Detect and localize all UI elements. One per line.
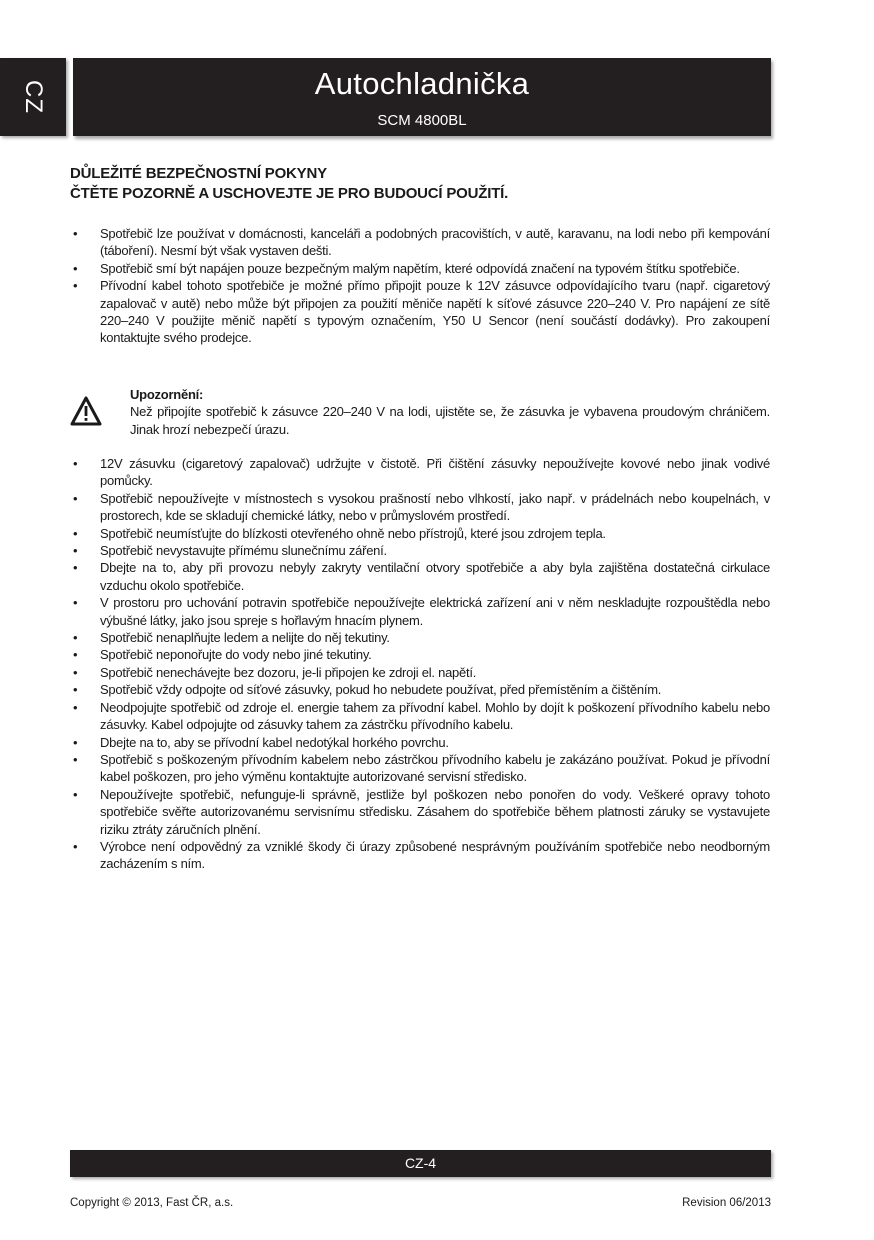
page-number-bar (70, 1150, 771, 1177)
list-item (70, 277, 770, 347)
list-item (70, 559, 770, 594)
heading-line-2: ČTĚTE POZORNĚ A USCHOVEJTE JE PRO BUDOUCÍ POUŽITÍ. (70, 185, 509, 202)
bullet-icon: • (73, 260, 78, 276)
bullet-icon: • (73, 734, 78, 750)
warning-label: Upozornění: (130, 387, 204, 402)
bullet-icon: • (73, 278, 78, 294)
bullet-icon: • (73, 647, 78, 663)
safety-list-bottom (70, 455, 770, 873)
list-item (70, 225, 770, 260)
language-tab (0, 58, 66, 136)
list-item (70, 629, 770, 646)
bullet-icon: • (73, 699, 78, 715)
list-item-text: Spotřebič nevystavujte přímému slunečnímu záření. (100, 543, 387, 559)
bullet-icon: • (73, 543, 78, 559)
list-item-text: Dbejte na to, aby se přívodní kabel nedotýkal horkého povrchu. (100, 734, 449, 750)
list-item-text: Přívodní kabel tohoto spotřebiče je možné přímo připojit pouze k 12V zásuvce odpovídajícího tvaru (např. cigaretový zapalovač v autě) nebo může být připojen za použití měniče napětí k síťové zásuvce 220–240 V. Pro napájení ze sítě 220–240 V použijte měnič napětí s typovým označením, Y50 U Sencor (není součástí dodávky). Pro zakoupení kontaktujte svého prodejce. (100, 278, 770, 346)
list-item (70, 490, 770, 525)
list-item (70, 525, 770, 542)
bullet-icon: • (73, 751, 78, 767)
bullet-icon: • (73, 525, 78, 541)
list-item (70, 681, 770, 698)
list-item-text: Spotřebič nepoužívejte v místnostech s vysokou prašností nebo vlhkostí, jako např. v prádelnách nebo koupelnách, v prostorech, kde se skladují chemické látky, nebo v průmyslovém prostředí. (100, 490, 770, 524)
list-item-text: Spotřebič neumísťujte do blízkosti otevřeného ohně nebo přístrojů, které jsou zdrojem tepla. (100, 525, 606, 541)
bullet-icon: • (73, 226, 78, 241)
list-item-text: Spotřebič s poškozeným přívodním kabelem nebo zástrčkou přívodního kabelu je zakázáno používat. Pokud je přívodní kabel poškozen, pro jeho výměnu kontaktujte autorizované servisní středisko. (100, 751, 770, 785)
page-title: Autochladnička (314, 66, 530, 101)
list-item (70, 786, 770, 838)
warning-block (70, 386, 770, 438)
section-heading (70, 164, 508, 204)
language-code: CZ (20, 80, 47, 114)
list-item (70, 734, 770, 751)
list-item (70, 699, 770, 734)
list-item (70, 594, 770, 629)
bullet-icon: • (73, 838, 78, 854)
list-item-text: 12V zásuvku (cigaretový zapalovač) udržujte v čistotě. Při čištění zásuvky nepoužívejte kovové nebo jinak vodivé pomůcky. (100, 456, 770, 489)
list-item-text: Neodpojujte spotřebič od zdroje el. energie tahem za přívodní kabel. Mohlo by dojít k poškození přívodního kabelu nebo zásuvky. Kabel odpojujte od zásuvky tahem za zástrčku přívodního kabelu. (100, 699, 770, 733)
list-item (70, 542, 770, 559)
list-item-text: Spotřebič lze používat v domácnosti, kanceláři a podobných pracovištích, v autě, karavanu, na lodi nebo při kempování (táboření). Nesmí být však vystaven dešti. (100, 226, 770, 259)
bullet-icon: • (73, 682, 78, 698)
list-item-text: Nepoužívejte spotřebič, nefunguje-li správně, jestliže byl poškozen nebo ponořen do vody. Veškeré opravy tohoto spotřebiče svěřte autorizovanému servisnímu středisku. Zásahem do spotřebiče během platnosti záruky se vystavujete riziku ztráty záručních plnění. (100, 786, 770, 837)
list-item-text: Dbejte na to, aby při provozu nebyly zakryty ventilační otvory spotřebiče a aby byla zajištěna dostatečná cirkulace vzduchu okolo spotřebiče. (100, 560, 770, 593)
list-item (70, 838, 770, 873)
list-item-text: Spotřebič nenechávejte bez dozoru, je-li připojen ke zdroji el. napětí. (100, 664, 477, 680)
bullet-icon: • (73, 560, 78, 576)
safety-list-top (70, 225, 770, 347)
list-item (70, 646, 770, 663)
list-item (70, 260, 770, 277)
warning-text: Než připojíte spotřebič k zásuvce 220–240 V na lodi, ujistěte se, že zásuvka je vybavena proudovým chráničem. Jinak hrozí nebezpečí úrazu. (130, 404, 770, 437)
copyright: Copyright © 2013, Fast ČR, a.s. (70, 1197, 234, 1209)
page-number: CZ-4 (404, 1155, 437, 1171)
warning-triangle-icon (70, 396, 102, 426)
list-item (70, 455, 770, 490)
header-band (73, 58, 771, 136)
heading-line-1: DŮLEŽITÉ BEZPEČNOSTNÍ POKYNY (70, 165, 327, 182)
bullet-icon: • (73, 595, 78, 611)
list-item-text: V prostoru pro uchování potravin spotřebiče nepoužívejte elektrická zařízení ani v něm neskladujte rozpouštědla nebo výbušné látky, jako jsou spreje s hořlavým hnacím plynem. (100, 595, 770, 628)
list-item-text: Spotřebič neponořujte do vody nebo jiné tekutiny. (100, 647, 372, 663)
list-item-text: Spotřebič smí být napájen pouze bezpečným malým napětím, které odpovídá značení na typovém štítku spotřebiče. (100, 260, 740, 276)
list-item-text: Spotřebič vždy odpojte od síťové zásuvky, pokud ho nebudete používat, před přemístěním a čištěním. (100, 682, 662, 698)
bullet-icon: • (73, 630, 78, 646)
bullet-icon: • (73, 456, 78, 471)
bullet-icon: • (73, 490, 78, 506)
list-item-text: Výrobce není odpovědný za vzniklé škody či úrazy způsobené nesprávným používáním spotřebiče nebo neodborným zacházením s ním. (100, 838, 770, 872)
revision: Revision 06/2013 (682, 1197, 771, 1209)
bullet-icon: • (73, 786, 78, 802)
model-number: SCM 4800BL (377, 112, 467, 129)
list-item (70, 751, 770, 786)
bullet-icon: • (73, 664, 78, 680)
list-item (70, 664, 770, 681)
list-item-text: Spotřebič nenaplňujte ledem a nelijte do něj tekutiny. (100, 630, 390, 646)
